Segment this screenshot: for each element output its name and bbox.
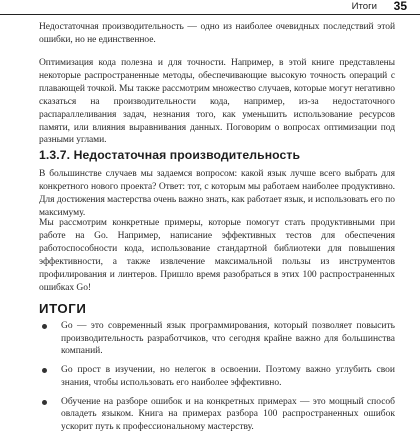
summary-heading: ИТОГИ bbox=[39, 301, 87, 316]
page-header bbox=[0, 0, 420, 15]
section-paragraph-examples: Мы рассмотрим конкретные примеры, которые помогут стать продуктивными при работе на Go. Например, написание эффективных тестов для обеспечения работоспособности кода, использование стандартной библиотеки для повышения эффективности, а также извлечение максимальной пользы из инструментов профилирования и линтеров. Пришло время разобраться в этих 100 распространенных ошибках Go! bbox=[39, 218, 395, 293]
page-number: 35 bbox=[393, 0, 407, 13]
list-item bbox=[39, 396, 395, 434]
paragraph-intro: Недостаточная производительность — одно из наиболее очевидных последствий этой ошибки, но не единственное. bbox=[39, 22, 395, 45]
section-heading: 1.3.7. Недостаточная производительность bbox=[39, 148, 301, 162]
list-item-text: Go прост в изучении, но нелегок в освоении. Поэтому важно углубить свои знания, чтобы использовать его наиболее эффективно. bbox=[61, 365, 395, 388]
bullet-icon bbox=[42, 324, 47, 329]
list-item-text: Go — это современный язык программирования, который позволяет повысить производительность разработчиков, что сегодня крайне важно для большинства компаний. bbox=[61, 321, 395, 357]
paragraph-optimization: Оптимизация кода полезна и для точности. Например, в этой книге представлены некоторые распространенные методы, обеспечивающие высокую точность операций с плавающей точкой. Мы также рассмотрим множество случаев, которые могут негативно сказаться на производительности кода, например, из-за недостаточного распараллеливания задач, незнания того, как уменьшить использование ресурсов памяти, или влияния выравнивания данных. Поговорим о вопросах оптимизации под разными углами. bbox=[39, 58, 395, 146]
list-item bbox=[39, 320, 395, 358]
list-item bbox=[39, 364, 395, 389]
running-head: Итоги bbox=[351, 1, 377, 12]
section-paragraph-language-choice: В большинстве случаев мы задаемся вопросом: какой язык лучше всего выбрать для конкретного нового проекта? Ответ: тот, с которым мы работаем наиболее продуктивно. Для достижения мастерства очень важно знать, как работает язык, и использовать его по максимуму. bbox=[39, 169, 395, 218]
bullet-icon bbox=[42, 368, 47, 373]
list-item-text: Обучение на разборе ошибок и на конкретных примерах — это мощный способ овладеть языком. Книга на примерах разбора 100 распространенных ошибок ускорит путь к профессиональному мастерству. bbox=[61, 396, 395, 432]
bullet-icon bbox=[42, 400, 47, 405]
summary-list bbox=[39, 320, 395, 440]
